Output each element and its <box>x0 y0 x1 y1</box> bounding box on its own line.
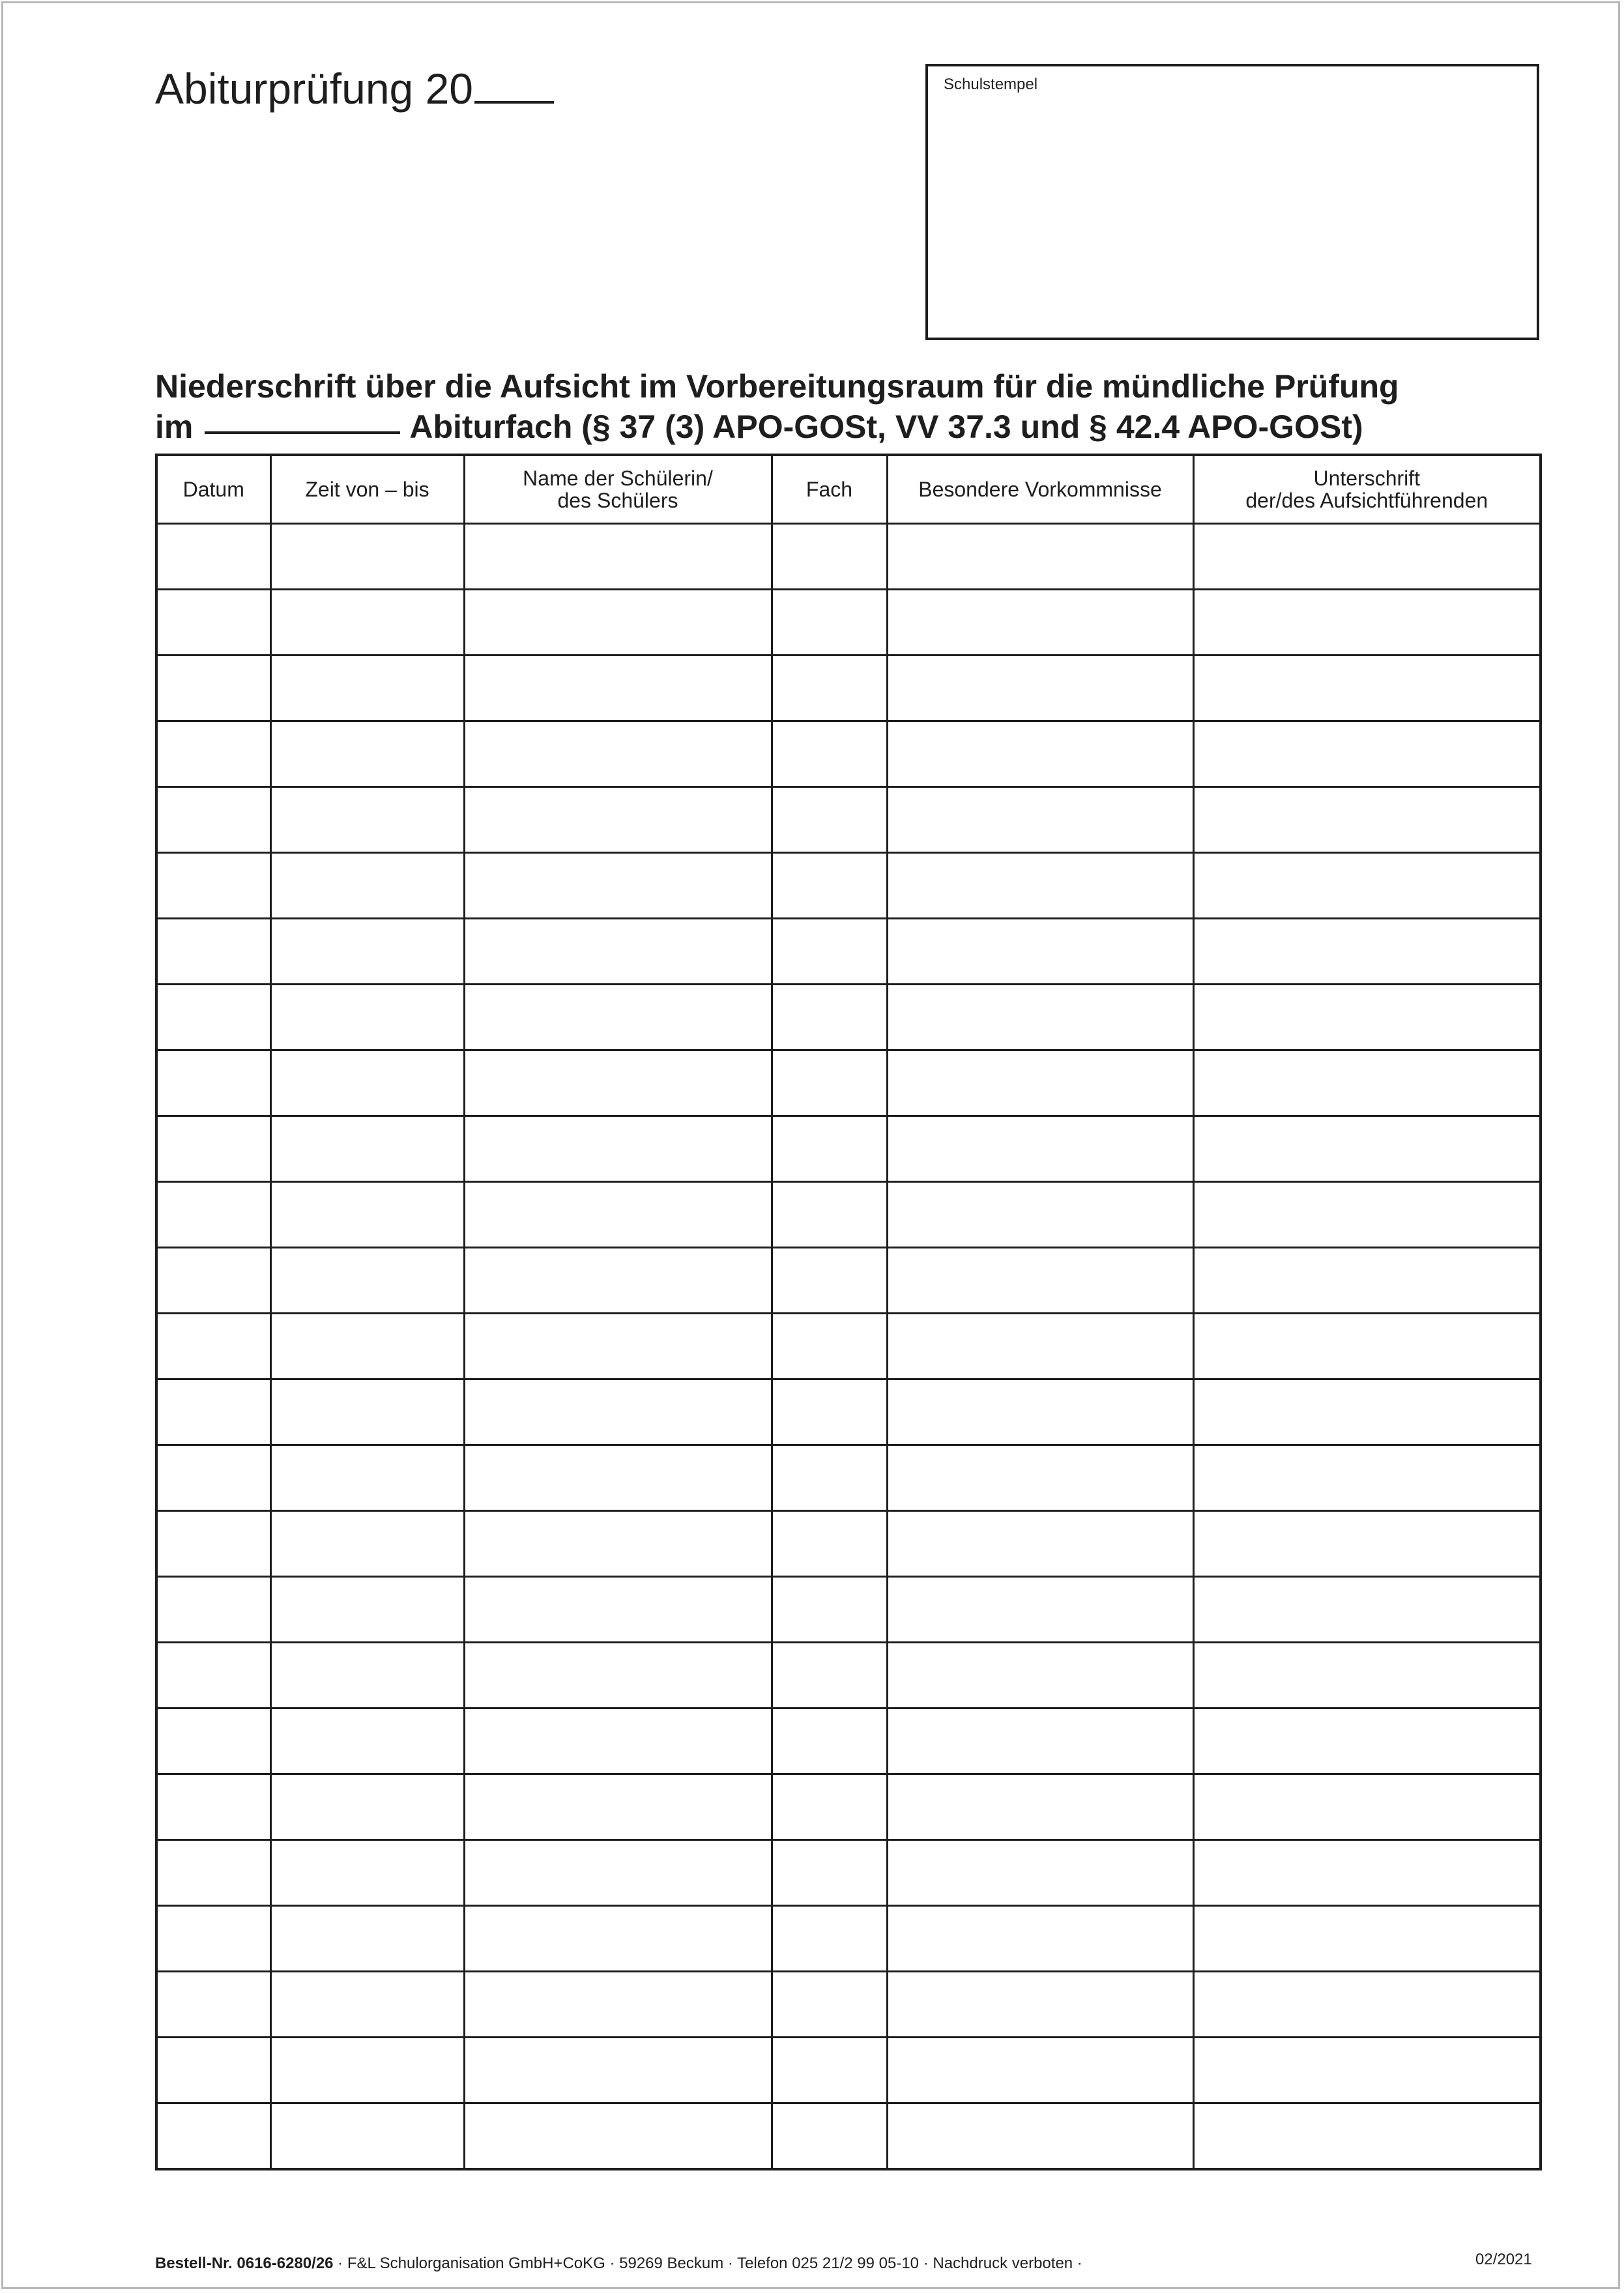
student-name-cell[interactable] <box>464 985 772 1050</box>
signature-cell[interactable] <box>1193 1906 1541 1972</box>
time-cell[interactable] <box>270 1840 464 1906</box>
table-body <box>156 524 1541 2170</box>
signature-cell[interactable] <box>1193 1116 1541 1182</box>
time-cell[interactable] <box>270 2038 464 2103</box>
table-row <box>156 721 1541 787</box>
student-name-cell[interactable] <box>464 2038 772 2103</box>
time-cell[interactable] <box>270 1906 464 1972</box>
heading-line-2 <box>155 407 1550 447</box>
date-cell[interactable] <box>156 1774 270 1840</box>
date-cell[interactable] <box>156 590 270 656</box>
signature-cell[interactable] <box>1193 1248 1541 1314</box>
signature-cell[interactable] <box>1193 919 1541 985</box>
signature-cell[interactable] <box>1193 1314 1541 1379</box>
table-row <box>156 1182 1541 1248</box>
incidents-cell[interactable] <box>887 853 1193 919</box>
time-cell[interactable] <box>270 1643 464 1709</box>
table-row <box>156 1445 1541 1511</box>
subject-cell[interactable] <box>772 1643 887 1709</box>
signature-cell[interactable] <box>1193 1182 1541 1248</box>
subject-cell[interactable] <box>772 1577 887 1643</box>
incidents-cell[interactable] <box>887 787 1193 853</box>
subject-cell[interactable] <box>772 2038 887 2103</box>
date-cell[interactable] <box>156 1248 270 1314</box>
incidents-cell[interactable] <box>887 1182 1193 1248</box>
date-cell[interactable] <box>156 721 270 787</box>
order-number: Bestell-Nr. 0616-6280/26 <box>155 2255 334 2272</box>
student-name-cell[interactable] <box>464 1972 772 2038</box>
subject-cell[interactable] <box>772 1248 887 1314</box>
incidents-cell[interactable] <box>887 1906 1193 1972</box>
time-cell[interactable] <box>270 919 464 985</box>
subject-cell[interactable] <box>772 1379 887 1445</box>
table-row <box>156 1314 1541 1379</box>
signature-cell[interactable] <box>1193 2038 1541 2103</box>
subject-cell[interactable] <box>772 1972 887 2038</box>
subject-cell[interactable] <box>772 1314 887 1379</box>
student-name-cell[interactable] <box>464 1774 772 1840</box>
incidents-cell[interactable] <box>887 656 1193 721</box>
heading-line-2-prefix: im <box>155 409 194 445</box>
incidents-cell[interactable] <box>887 2038 1193 2103</box>
date-cell[interactable] <box>156 985 270 1050</box>
time-cell[interactable] <box>270 1050 464 1116</box>
subject-cell[interactable] <box>772 1709 887 1774</box>
table-row <box>156 1379 1541 1445</box>
exam-year-heading <box>155 64 554 113</box>
signature-cell[interactable] <box>1193 853 1541 919</box>
student-name-cell[interactable] <box>464 590 772 656</box>
time-cell[interactable] <box>270 985 464 1050</box>
student-name-cell[interactable] <box>464 1840 772 1906</box>
incidents-cell[interactable] <box>887 1774 1193 1840</box>
table-row <box>156 1511 1541 1577</box>
date-cell[interactable] <box>156 1511 270 1577</box>
time-cell[interactable] <box>270 1379 464 1445</box>
subject-cell[interactable] <box>772 524 887 590</box>
time-cell[interactable] <box>270 1709 464 1774</box>
subject-cell[interactable] <box>772 1116 887 1182</box>
subject-cell[interactable] <box>772 2103 887 2170</box>
signature-cell[interactable] <box>1193 2103 1541 2170</box>
subject-cell[interactable] <box>772 1840 887 1906</box>
table-row <box>156 1050 1541 1116</box>
date-cell[interactable] <box>156 1709 270 1774</box>
incidents-cell[interactable] <box>887 1050 1193 1116</box>
subject-cell[interactable] <box>772 919 887 985</box>
student-name-cell[interactable] <box>464 1116 772 1182</box>
table-row <box>156 656 1541 721</box>
signature-cell[interactable] <box>1193 1972 1541 2038</box>
subject-cell[interactable] <box>772 1906 887 1972</box>
student-name-cell[interactable] <box>464 787 772 853</box>
incidents-cell[interactable] <box>887 721 1193 787</box>
signature-cell[interactable] <box>1193 1511 1541 1577</box>
subject-cell[interactable] <box>772 787 887 853</box>
incidents-cell[interactable] <box>887 1511 1193 1577</box>
subject-cell[interactable] <box>772 1774 887 1840</box>
table-row <box>156 1116 1541 1182</box>
date-cell[interactable] <box>156 524 270 590</box>
table-row <box>156 1577 1541 1643</box>
date-cell[interactable] <box>156 1116 270 1182</box>
student-name-cell[interactable] <box>464 1709 772 1774</box>
table-row <box>156 1774 1541 1840</box>
time-cell[interactable] <box>270 2103 464 2170</box>
signature-cell[interactable] <box>1193 721 1541 787</box>
student-name-cell[interactable] <box>464 1248 772 1314</box>
incidents-cell[interactable] <box>887 1709 1193 1774</box>
time-cell[interactable] <box>270 1248 464 1314</box>
date-cell[interactable] <box>156 1577 270 1643</box>
signature-cell[interactable] <box>1193 985 1541 1050</box>
column-header-incidents: Besondere Vorkommnisse <box>887 455 1193 524</box>
signature-cell[interactable] <box>1193 1050 1541 1116</box>
student-name-cell[interactable] <box>464 1050 772 1116</box>
subject-cell[interactable] <box>772 656 887 721</box>
date-cell[interactable] <box>156 1906 270 1972</box>
column-header-subject: Fach <box>772 455 887 524</box>
date-cell[interactable] <box>156 1379 270 1445</box>
signature-cell[interactable] <box>1193 590 1541 656</box>
student-name-cell[interactable] <box>464 1379 772 1445</box>
incidents-cell[interactable] <box>887 1248 1193 1314</box>
table-row <box>156 1906 1541 1972</box>
time-cell[interactable] <box>270 656 464 721</box>
incidents-cell[interactable] <box>887 1445 1193 1511</box>
date-cell[interactable] <box>156 919 270 985</box>
subject-cell[interactable] <box>772 853 887 919</box>
signature-cell[interactable] <box>1193 1643 1541 1709</box>
time-cell[interactable] <box>270 1511 464 1577</box>
subject-cell[interactable] <box>772 985 887 1050</box>
incidents-cell[interactable] <box>887 1379 1193 1445</box>
heading-line-1: Niederschrift über die Aufsicht im Vorbereitungsraum für die mündliche Prüfung <box>155 368 1399 405</box>
incidents-cell[interactable] <box>887 1643 1193 1709</box>
table-row <box>156 590 1541 656</box>
student-name-cell[interactable] <box>464 1906 772 1972</box>
signature-cell[interactable] <box>1193 656 1541 721</box>
year-blank-line[interactable] <box>474 98 554 104</box>
footer-publisher <box>155 2255 1082 2273</box>
student-name-cell[interactable] <box>464 1643 772 1709</box>
subject-cell[interactable] <box>772 590 887 656</box>
student-name-cell[interactable] <box>464 1511 772 1577</box>
date-cell[interactable] <box>156 1972 270 2038</box>
table-row <box>156 1972 1541 2038</box>
heading-line-2-suffix: Abiturfach (§ 37 (3) APO-GOSt, VV 37.3 und § 42.4 APO-GOSt) <box>409 409 1363 445</box>
time-cell[interactable] <box>270 524 464 590</box>
date-cell[interactable] <box>156 1840 270 1906</box>
time-cell[interactable] <box>270 721 464 787</box>
time-cell[interactable] <box>270 1314 464 1379</box>
subject-cell[interactable] <box>772 1511 887 1577</box>
date-cell[interactable] <box>156 1643 270 1709</box>
column-header-date: Datum <box>156 455 270 524</box>
table-row <box>156 2103 1541 2170</box>
incidents-cell[interactable] <box>887 1577 1193 1643</box>
edition-date: 02/2021 <box>1475 2251 1532 2268</box>
date-cell[interactable] <box>156 1314 270 1379</box>
time-cell[interactable] <box>270 1972 464 2038</box>
form-heading <box>155 366 1550 447</box>
time-cell[interactable] <box>270 590 464 656</box>
stamp-label: Schulstempel <box>944 76 1038 93</box>
column-header-signature: Unterschrift der/des Aufsichtführenden <box>1193 455 1541 524</box>
student-name-cell[interactable] <box>464 2103 772 2170</box>
time-cell[interactable] <box>270 787 464 853</box>
table-header-row <box>156 455 1541 524</box>
table-row <box>156 1709 1541 1774</box>
column-header-student-name: Name der Schülerin/ des Schülers <box>464 455 772 524</box>
subject-cell[interactable] <box>772 1050 887 1116</box>
time-cell[interactable] <box>270 1182 464 1248</box>
incidents-cell[interactable] <box>887 1972 1193 2038</box>
time-cell[interactable] <box>270 1774 464 1840</box>
subject-cell[interactable] <box>772 1445 887 1511</box>
incidents-cell[interactable] <box>887 2103 1193 2170</box>
signature-cell[interactable] <box>1193 1840 1541 1906</box>
student-name-cell[interactable] <box>464 721 772 787</box>
table-row <box>156 919 1541 985</box>
table-row <box>156 853 1541 919</box>
signature-cell[interactable] <box>1193 787 1541 853</box>
student-name-cell[interactable] <box>464 656 772 721</box>
table-row <box>156 1840 1541 1906</box>
table-row <box>156 985 1541 1050</box>
student-name-cell[interactable] <box>464 919 772 985</box>
signature-cell[interactable] <box>1193 524 1541 590</box>
student-name-cell[interactable] <box>464 1445 772 1511</box>
time-cell[interactable] <box>270 853 464 919</box>
table-row <box>156 1643 1541 1709</box>
table-row <box>156 1248 1541 1314</box>
table-row <box>156 2038 1541 2103</box>
date-cell[interactable] <box>156 1445 270 1511</box>
supervision-log-table <box>155 454 1542 2170</box>
incidents-cell[interactable] <box>887 1840 1193 1906</box>
student-name-cell[interactable] <box>464 1577 772 1643</box>
signature-cell[interactable] <box>1193 1379 1541 1445</box>
table-row <box>156 787 1541 853</box>
column-header-time: Zeit von – bis <box>270 455 464 524</box>
signature-cell[interactable] <box>1193 1577 1541 1643</box>
student-name-cell[interactable] <box>464 1182 772 1248</box>
date-cell[interactable] <box>156 787 270 853</box>
date-cell[interactable] <box>156 656 270 721</box>
table-row <box>156 524 1541 590</box>
incidents-cell[interactable] <box>887 1314 1193 1379</box>
incidents-cell[interactable] <box>887 985 1193 1050</box>
subject-cell[interactable] <box>772 1182 887 1248</box>
student-name-cell[interactable] <box>464 853 772 919</box>
date-cell[interactable] <box>156 2103 270 2170</box>
school-stamp-box[interactable] <box>925 64 1539 340</box>
student-name-cell[interactable] <box>464 1314 772 1379</box>
exam-year-label: Abiturprüfung 20 <box>155 65 474 113</box>
time-cell[interactable] <box>270 1116 464 1182</box>
incidents-cell[interactable] <box>887 590 1193 656</box>
date-cell[interactable] <box>156 853 270 919</box>
date-cell[interactable] <box>156 1050 270 1116</box>
subject-cell[interactable] <box>772 721 887 787</box>
signature-cell[interactable] <box>1193 1709 1541 1774</box>
time-cell[interactable] <box>270 1445 464 1511</box>
signature-cell[interactable] <box>1193 1774 1541 1840</box>
student-name-cell[interactable] <box>464 524 772 590</box>
time-cell[interactable] <box>270 1577 464 1643</box>
date-cell[interactable] <box>156 1182 270 1248</box>
subject-blank-line[interactable] <box>205 431 400 434</box>
incidents-cell[interactable] <box>887 919 1193 985</box>
incidents-cell[interactable] <box>887 1116 1193 1182</box>
date-cell[interactable] <box>156 2038 270 2103</box>
publisher-info: · F&L Schulorganisation GmbH+CoKG · 59269 Beckum · Telefon 025 21/2 99 05-10 · Nachdruck verboten · <box>333 2255 1082 2272</box>
incidents-cell[interactable] <box>887 524 1193 590</box>
signature-cell[interactable] <box>1193 1445 1541 1511</box>
